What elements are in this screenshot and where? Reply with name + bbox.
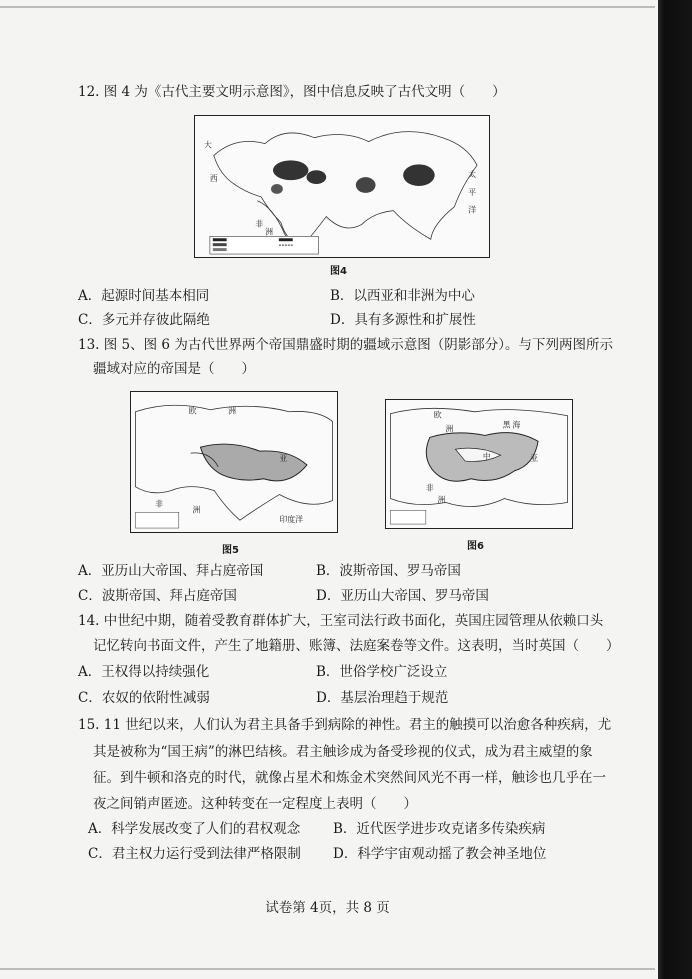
q13-option-a[interactable]: A．亚历山大帝国、拜占庭帝国 bbox=[78, 563, 264, 579]
map4-label-6: 洋 bbox=[468, 205, 477, 215]
q15-line1: 15. 11 世纪以来，人们认为君主具备手到病除的神性。君主的触摸可以治愈各种疾病，尤 bbox=[78, 717, 612, 733]
figure-4-caption: 图4 bbox=[330, 266, 347, 277]
q15-option-a[interactable]: A．科学发展改变了人们的君权观念 bbox=[88, 821, 301, 837]
q15-line4: 夜之间销声匿迹。这种转变在一定程度上表明（ ） bbox=[93, 796, 417, 812]
map5-label-5: 印度洋 bbox=[279, 515, 303, 525]
figure-6-map bbox=[385, 399, 573, 529]
map6-label-0: 欧 bbox=[433, 410, 442, 420]
q12-option-b[interactable]: B．以西亚和非洲为中心 bbox=[330, 288, 475, 304]
page-footer: 试卷第 4页，共 8 页 bbox=[265, 900, 390, 916]
map6-label-5: 非 bbox=[425, 483, 434, 493]
map5-label-4: 洲 bbox=[192, 505, 201, 515]
q15-option-b[interactable]: B．近代医学进步攻克诸多传染疾病 bbox=[333, 821, 546, 837]
q13-option-d[interactable]: D．亚历山大帝国、罗马帝国 bbox=[316, 588, 489, 604]
q14-option-b[interactable]: B．世俗学校广泛设立 bbox=[316, 664, 448, 680]
q13-option-c[interactable]: C．波斯帝国、拜占庭帝国 bbox=[78, 588, 237, 604]
q14-option-a[interactable]: A．王权得以持续强化 bbox=[78, 664, 210, 680]
q13-stem-line1: 13. 图 5、图 6 为古代世界两个帝国鼎盛时期的疆域示意图（阴影部分）。与下列两图所示 bbox=[78, 337, 614, 353]
q13-stem-line2: 疆域对应的帝国是（ ） bbox=[93, 361, 255, 377]
figure-5-map bbox=[130, 391, 338, 533]
q12-stem: 12. 图 4 为《古代主要文明示意图》，图中信息反映了古代文明（ ） bbox=[78, 84, 506, 100]
map6-label-4: 亚 bbox=[530, 454, 539, 464]
q12-option-d[interactable]: D．具有多源性和扩展性 bbox=[330, 312, 476, 328]
q15-option-c[interactable]: C．君主权力运行受到法律严格限制 bbox=[88, 846, 301, 862]
map4-label-1: 西 bbox=[209, 174, 218, 184]
scan-line-top bbox=[0, 6, 655, 8]
q12-option-c[interactable]: C．多元并存彼此隔绝 bbox=[78, 312, 210, 328]
page-edge-shadow bbox=[658, 0, 692, 979]
map4-label-4: 太 bbox=[468, 170, 477, 180]
map6-label-6: 洲 bbox=[437, 495, 446, 505]
q14-line2: 记忆转向书面文件，产生了地籍册、账簿、法庭案卷等文件。这表明，当时英国（ ） bbox=[93, 638, 620, 654]
map4-label-2: 非 bbox=[255, 219, 264, 229]
map6-label-1: 洲 bbox=[445, 424, 454, 434]
q14-line1: 14. 中世纪中期，随着受教育群体扩大，王室司法行政书面化，英国庄园管理从依赖口头 bbox=[78, 613, 604, 629]
q13-option-b[interactable]: B．波斯帝国、罗马帝国 bbox=[316, 563, 461, 579]
map6-label-7: 中 bbox=[482, 452, 491, 462]
map4-label-3: 洲 bbox=[265, 227, 273, 237]
q14-option-d[interactable]: D．基层治理趋于规范 bbox=[316, 690, 449, 706]
map6-label-3: 海 bbox=[512, 420, 521, 430]
map6-label-2: 黑 bbox=[502, 420, 511, 430]
q15-option-d[interactable]: D．科学宇宙观动摇了教会神圣地位 bbox=[333, 846, 547, 862]
map5-label-1: 洲 bbox=[228, 406, 236, 416]
figure-5-caption: 图5 bbox=[222, 545, 239, 556]
map4-label-0: 大 bbox=[203, 140, 212, 150]
empire-map-fig6 bbox=[386, 400, 572, 528]
map5-label-0: 欧 bbox=[188, 406, 197, 416]
world-civilization-map bbox=[195, 116, 489, 257]
map5-label-3: 非 bbox=[155, 499, 164, 509]
scan-line-bottom bbox=[0, 968, 655, 970]
map4-label-5: 平 bbox=[468, 187, 477, 197]
q15-line3: 征。到牛顿和洛克的时代，就像占星术和炼金术突然间风光不再一样，触诊也几乎在一 bbox=[93, 770, 606, 786]
empire-map-fig5 bbox=[131, 392, 337, 532]
figure-4-map bbox=[194, 115, 490, 258]
map5-label-2: 亚 bbox=[279, 454, 288, 464]
q15-line2: 其是被称为“国王病”的淋巴结核。君主触诊成为备受珍视的仪式，成为君主威望的象 bbox=[93, 744, 593, 760]
q12-option-a[interactable]: A．起源时间基本相同 bbox=[78, 288, 210, 304]
q14-option-c[interactable]: C．农奴的依附性减弱 bbox=[78, 690, 210, 706]
figure-6-caption: 图6 bbox=[467, 541, 484, 552]
